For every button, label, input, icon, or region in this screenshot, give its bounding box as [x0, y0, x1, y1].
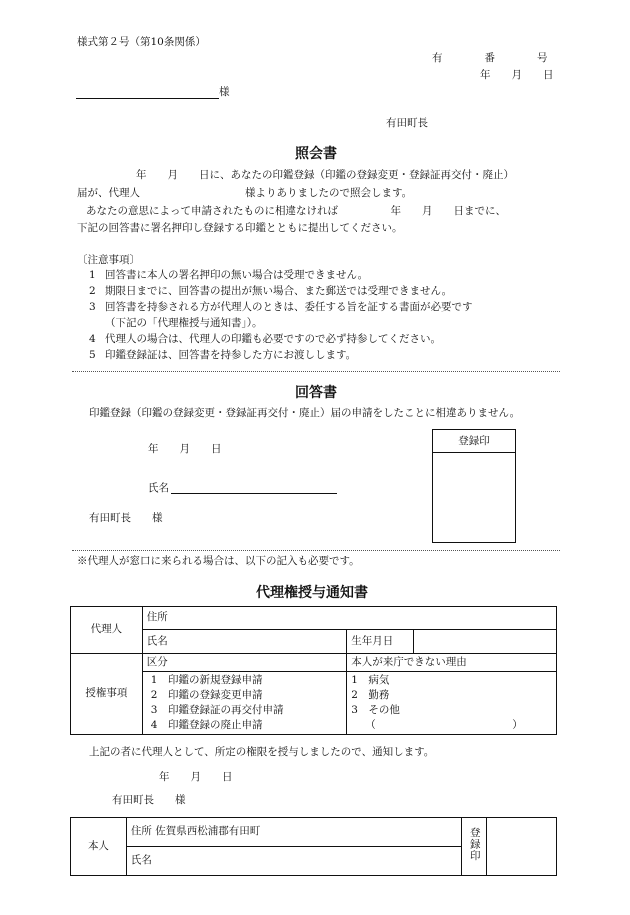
note-item: （下記の「代理権授与通知書」）。	[105, 317, 263, 329]
reason-label: 本人が来庁できない理由	[347, 654, 557, 672]
reply-stamp-label: 登録印	[433, 430, 515, 453]
form-number: 様式第２号（第10条関係）	[77, 36, 206, 48]
reply-addressee: 有田町長 様	[89, 512, 163, 524]
principal-stamp-box[interactable]	[487, 818, 557, 876]
delegation-date: 年 月 日	[159, 771, 233, 783]
dotted-divider	[72, 550, 560, 551]
category-list[interactable]	[142, 672, 346, 735]
header-date: 年 月 日	[480, 69, 554, 81]
list-item: 2 勤務	[351, 689, 390, 701]
delegation-table	[70, 606, 557, 735]
notes-title: 〔注意事項〕	[77, 254, 140, 266]
dotted-divider	[72, 371, 560, 372]
principal-stamp-label: 登録印	[468, 827, 481, 862]
agent-address-field[interactable]	[142, 607, 556, 630]
list-item: （ ）	[365, 719, 523, 731]
list-item: 1 印鑑の新規登録申請	[150, 674, 263, 686]
reply-date: 年 月 日	[148, 443, 222, 455]
inquiry-line-4: 下記の回答書に署名押印し登録する印鑑とともに提出してください。	[77, 222, 403, 234]
reply-name-line[interactable]	[171, 493, 337, 494]
note-item: 1 回答書に本人の署名押印の無い場合は受理できません。	[89, 269, 369, 281]
principal-label: 本人	[71, 818, 127, 876]
principal-name-field[interactable]	[126, 847, 461, 876]
note-item: 4 代理人の場合は、代理人の印鑑も必要ですので必ず持参してください。	[89, 333, 441, 345]
agent-name-label: 氏名	[146, 634, 168, 647]
reply-statement: 印鑑登録（印鑑の登録変更・登録証再交付・廃止）届の申請をしたことに相違ありません。	[89, 407, 521, 419]
addressee-line	[76, 98, 219, 99]
agent-name-field[interactable]	[142, 630, 346, 654]
reason-list[interactable]	[347, 672, 557, 735]
matters-label: 授権事項	[71, 654, 143, 735]
list-item: 2 印鑑の登録変更申請	[150, 689, 263, 701]
delegation-addressee: 有田町長 様	[112, 794, 186, 806]
principal-table	[70, 817, 557, 876]
principal-stamp-label-cell	[462, 818, 487, 876]
reply-title: 回答書	[295, 385, 337, 401]
inquiry-line-1: 年 月 日に、あなたの印鑑登録（印鑑の登録変更・登録証再交付・廃止）	[136, 169, 514, 181]
note-item: 5 印鑑登録証は、回答書を持参した方にお渡しします。	[89, 349, 357, 361]
inquiry-line-3: あなたの意思によって申請されたものに相違なければ 年 月 日までに、	[86, 205, 506, 217]
list-item: 3 印鑑登録証の再交付申請	[150, 704, 284, 716]
issuer: 有田町長	[386, 117, 428, 129]
agent-birth-field[interactable]	[414, 630, 557, 654]
category-label: 区分	[142, 654, 346, 672]
reply-name-label: 氏名	[148, 482, 169, 494]
reference-number: 有 番 号	[432, 52, 548, 64]
list-item: 3 その他	[351, 704, 400, 716]
inquiry-line-2: 届が、代理人 様よりありましたので照会します。	[77, 187, 413, 199]
addressee-suffix: 様	[219, 86, 230, 98]
delegation-statement: 上記の者に代理人として、所定の権限を授与しましたので、通知します。	[89, 746, 435, 758]
list-item: 1 病気	[351, 674, 390, 686]
note-item: 2 期限日までに、回答書の提出が無い場合、また郵送では受理できません。	[89, 285, 453, 297]
inquiry-title: 照会書	[295, 146, 337, 162]
note-item: 3 回答書を持参される方が代理人のときは、委任する旨を証する書面が必要です	[89, 301, 473, 313]
reply-stamp-box[interactable]	[432, 429, 516, 543]
delegation-title: 代理権授与通知書	[256, 585, 368, 601]
agent-address-label: 住所	[146, 611, 168, 624]
agent-label: 代理人	[71, 607, 143, 654]
agent-birth-label: 生年月日	[347, 630, 414, 654]
principal-address[interactable]: 住所 佐賀県西松浦郡有田町	[126, 818, 461, 847]
principal-name-label: 氏名	[130, 854, 152, 867]
list-item: 4 印鑑登録の廃止申請	[150, 719, 263, 731]
notes-list	[89, 269, 473, 365]
proxy-notice: ※代理人が窓口に来られる場合は、以下の記入も必要です。	[77, 555, 360, 567]
